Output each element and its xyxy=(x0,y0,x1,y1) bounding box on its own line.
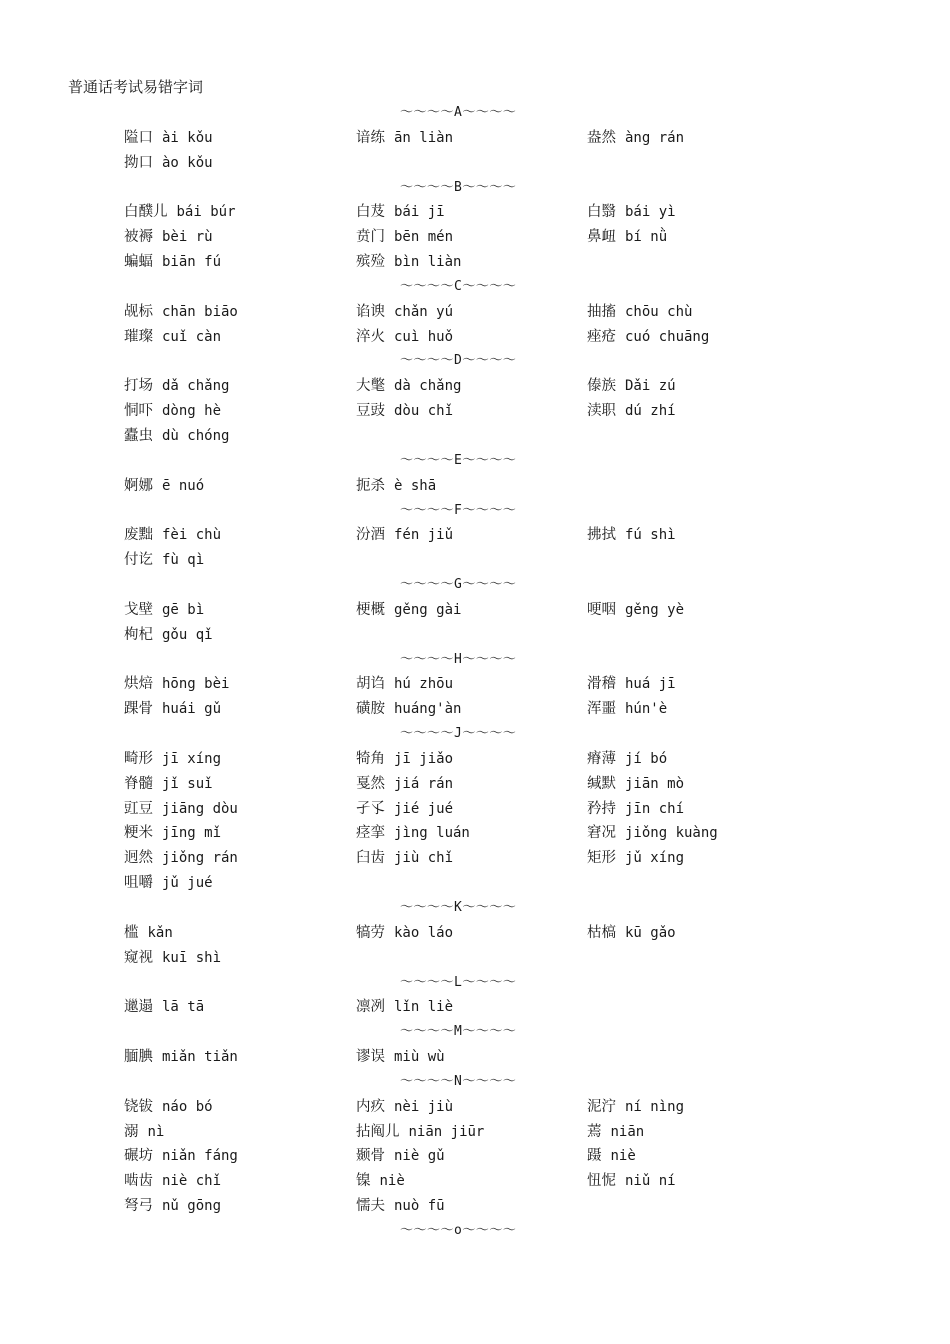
word-entry xyxy=(124,225,213,249)
word-entry xyxy=(356,474,436,498)
word-characters: 璀璨 xyxy=(124,328,153,345)
word-entry xyxy=(356,399,453,423)
section-header-row xyxy=(0,648,950,673)
word-pinyin: huáng'àn xyxy=(394,701,462,718)
word-entry xyxy=(124,325,221,349)
word-entry xyxy=(356,1194,445,1218)
word-characters: 铙钹 xyxy=(124,1098,153,1115)
word-entry xyxy=(587,672,676,696)
word-entry xyxy=(124,995,204,1019)
word-row xyxy=(0,1095,950,1120)
word-characters: 痤疮 xyxy=(587,328,616,345)
word-entry xyxy=(587,225,667,249)
word-pinyin: àng rán xyxy=(625,129,685,146)
word-pinyin: jiù chǐ xyxy=(394,850,454,867)
word-entry xyxy=(124,1144,238,1168)
word-pinyin: hú zhōu xyxy=(394,676,454,693)
word-characters: 粳米 xyxy=(124,825,153,842)
word-pinyin: bái jī xyxy=(394,204,445,221)
word-entry xyxy=(587,697,667,721)
word-entry xyxy=(356,697,461,721)
word-characters: 豆豉 xyxy=(356,403,385,420)
word-pinyin: cuó chuāng xyxy=(625,328,710,345)
word-entry xyxy=(356,797,453,821)
word-pinyin: fèi chù xyxy=(162,527,222,544)
word-entry xyxy=(124,1120,164,1144)
word-entry xyxy=(124,374,229,398)
word-row xyxy=(0,697,950,722)
word-characters: 矜持 xyxy=(587,800,616,817)
word-entry xyxy=(124,921,173,945)
word-characters: 邋遢 xyxy=(124,999,153,1016)
section-letter-heading: ～～～～L～～～～ xyxy=(400,974,517,990)
word-pinyin: niān jiūr xyxy=(408,1123,485,1140)
word-characters: 碾坊 xyxy=(124,1148,153,1165)
word-entry xyxy=(587,325,709,349)
word-entry xyxy=(124,946,221,970)
word-pinyin: dǎ chǎng xyxy=(162,378,230,395)
word-characters: 白芨 xyxy=(356,204,385,221)
word-characters: 蹑 xyxy=(587,1148,602,1165)
word-row xyxy=(0,1144,950,1169)
word-pinyin: dù chóng xyxy=(162,427,230,444)
word-characters: 腼腆 xyxy=(124,1049,153,1066)
word-pinyin: bái yì xyxy=(625,204,676,221)
word-pinyin: jiǒng kuàng xyxy=(625,825,718,842)
word-entry xyxy=(124,200,236,224)
section-header-row xyxy=(0,349,950,374)
word-pinyin: gǒu qǐ xyxy=(162,626,213,643)
word-characters: 婀娜 xyxy=(124,477,153,494)
section-letter-heading: ～～～～C～～～～ xyxy=(400,278,517,294)
word-pinyin: jiān mò xyxy=(625,775,685,792)
word-pinyin: huái gǔ xyxy=(162,701,222,718)
word-entry xyxy=(124,300,238,324)
word-row xyxy=(0,598,950,623)
word-characters: 溺 xyxy=(124,1123,139,1140)
word-entry xyxy=(356,1120,484,1144)
word-characters: 废黜 xyxy=(124,527,153,544)
section-letter-heading: ～～～～G～～～～ xyxy=(400,577,517,593)
page-title: 普通话考试易错字词 xyxy=(68,78,204,96)
word-characters: 扼杀 xyxy=(356,477,385,494)
word-characters: 弩弓 xyxy=(124,1198,153,1215)
word-pinyin: bí nǜ xyxy=(625,229,668,246)
word-characters: 谙练 xyxy=(356,129,385,146)
word-characters: 汾酒 xyxy=(356,527,385,544)
word-row xyxy=(0,225,950,250)
word-pinyin: chōu chù xyxy=(625,303,693,320)
word-pinyin: jīng mǐ xyxy=(162,825,222,842)
word-pinyin: fú shì xyxy=(625,527,676,544)
word-entry xyxy=(124,821,221,845)
word-characters: 白翳 xyxy=(587,204,616,221)
word-pinyin: bēn mén xyxy=(394,229,454,246)
word-characters: 泥泞 xyxy=(587,1098,616,1115)
word-pinyin: hōng bèi xyxy=(162,676,230,693)
word-pinyin: jǔ jué xyxy=(162,875,213,892)
word-entry xyxy=(587,523,676,547)
word-characters: 凛冽 xyxy=(356,999,385,1016)
section-header-row xyxy=(0,573,950,598)
word-characters: 枸杞 xyxy=(124,626,153,643)
word-entry xyxy=(356,225,453,249)
word-characters: 谬误 xyxy=(356,1049,385,1066)
word-characters: 付讫 xyxy=(124,552,153,569)
section-letter-heading: ～～～～K～～～～ xyxy=(400,900,517,915)
word-pinyin: nì xyxy=(147,1123,165,1140)
word-entry xyxy=(587,126,684,150)
word-characters: 咀嚼 xyxy=(124,875,153,892)
word-characters: 哽咽 xyxy=(587,601,616,618)
word-entry xyxy=(124,672,229,696)
word-row xyxy=(0,424,950,449)
word-pinyin: gěng yè xyxy=(625,601,685,618)
word-characters: 贲门 xyxy=(356,229,385,246)
section-letter-heading: ～～～～J～～～～ xyxy=(400,726,517,742)
word-pinyin: jí bó xyxy=(625,750,668,767)
word-entry xyxy=(124,747,221,771)
word-entry xyxy=(587,797,684,821)
word-entry xyxy=(124,474,204,498)
word-row xyxy=(0,300,950,325)
section-header-row xyxy=(0,896,950,921)
word-characters: 淬火 xyxy=(356,328,385,345)
word-pinyin: niè xyxy=(379,1173,405,1190)
section-header-row xyxy=(0,176,950,201)
word-pinyin: jìng luán xyxy=(394,825,470,842)
word-entry xyxy=(587,772,684,796)
word-characters: 盎然 xyxy=(587,129,616,146)
word-pinyin: è shā xyxy=(394,477,437,494)
word-pinyin: hún'è xyxy=(625,701,668,718)
word-entry xyxy=(356,995,453,1019)
word-entry xyxy=(124,424,229,448)
word-pinyin: fù qì xyxy=(162,552,205,569)
word-entry xyxy=(587,300,692,324)
word-pinyin: kū gǎo xyxy=(625,924,676,941)
word-pinyin: jiāng dòu xyxy=(162,800,238,817)
word-row xyxy=(0,151,950,176)
section-header-row xyxy=(0,971,950,996)
word-entry xyxy=(124,598,204,622)
word-entry xyxy=(356,821,470,845)
word-row xyxy=(0,946,950,971)
word-entry xyxy=(356,1169,405,1193)
word-pinyin: jiá rán xyxy=(394,775,454,792)
word-characters: 踝骨 xyxy=(124,701,153,718)
word-entry xyxy=(356,523,453,547)
word-entry xyxy=(124,1169,221,1193)
word-row xyxy=(0,200,950,225)
section-header-row xyxy=(0,101,950,126)
word-row xyxy=(0,325,950,350)
word-entry xyxy=(587,1169,676,1193)
word-pinyin: ài kǒu xyxy=(162,129,213,146)
word-row xyxy=(0,1120,950,1145)
word-characters: 恫吓 xyxy=(124,403,153,420)
word-entry xyxy=(356,325,453,349)
word-row xyxy=(0,1169,950,1194)
word-characters: 镍 xyxy=(356,1173,371,1190)
word-pinyin: kǎn xyxy=(147,924,173,941)
word-row xyxy=(0,399,950,424)
word-characters: 内疚 xyxy=(356,1098,385,1115)
word-entry xyxy=(356,921,453,945)
word-pinyin: Dǎi zú xyxy=(625,378,676,395)
word-pinyin: lǐn liè xyxy=(394,999,454,1016)
word-entry xyxy=(587,747,667,771)
section-letter-heading: ～～～～N～～～～ xyxy=(400,1073,517,1089)
word-characters: 孑孓 xyxy=(356,800,385,817)
word-entry xyxy=(356,250,461,274)
word-characters: 迥然 xyxy=(124,850,153,867)
word-pinyin: nèi jiù xyxy=(394,1098,454,1115)
word-entry xyxy=(587,1095,684,1119)
word-characters: 胡诌 xyxy=(356,676,385,693)
word-pinyin: bìn liàn xyxy=(394,254,462,271)
word-pinyin: bái búr xyxy=(176,204,236,221)
word-characters: 白醭儿 xyxy=(124,204,168,221)
word-characters: 犄角 xyxy=(356,750,385,767)
word-row xyxy=(0,846,950,871)
word-row xyxy=(0,548,950,573)
word-pinyin: dòu chǐ xyxy=(394,403,454,420)
word-characters: 隘口 xyxy=(124,129,153,146)
word-row xyxy=(0,747,950,772)
word-entry xyxy=(124,523,221,547)
word-entry xyxy=(356,598,461,622)
word-pinyin: nǔ gōng xyxy=(162,1198,222,1215)
word-pinyin: gē bì xyxy=(162,601,205,618)
word-characters: 枯槁 xyxy=(587,924,616,941)
word-pinyin: niān xyxy=(610,1123,645,1140)
word-characters: 傣族 xyxy=(587,378,616,395)
word-characters: 打场 xyxy=(124,378,153,395)
word-entry xyxy=(587,598,684,622)
word-row xyxy=(0,523,950,548)
word-characters: 犒劳 xyxy=(356,924,385,941)
word-pinyin: dòng hè xyxy=(162,403,222,420)
word-entry xyxy=(587,846,684,870)
word-row xyxy=(0,672,950,697)
word-entry xyxy=(356,1045,445,1069)
word-characters: 磺胺 xyxy=(356,701,385,718)
word-characters: 梗概 xyxy=(356,601,385,618)
word-characters: 鼻衄 xyxy=(587,229,616,246)
word-pinyin: kuī shì xyxy=(162,949,222,966)
word-row xyxy=(0,623,950,648)
word-pinyin: niè chǐ xyxy=(162,1173,222,1190)
word-characters: 拗口 xyxy=(124,154,153,171)
word-entry xyxy=(587,921,676,945)
word-characters: 臼齿 xyxy=(356,850,385,867)
word-characters: 瘠薄 xyxy=(587,750,616,767)
word-characters: 懦夫 xyxy=(356,1198,385,1215)
word-pinyin: cuǐ càn xyxy=(162,328,222,345)
section-header-row xyxy=(0,449,950,474)
word-entry xyxy=(356,1095,453,1119)
word-characters: 畸形 xyxy=(124,750,153,767)
word-characters: 窘况 xyxy=(587,825,616,842)
word-pinyin: niǔ ní xyxy=(625,1173,676,1190)
word-entry xyxy=(587,1144,636,1168)
word-entry xyxy=(587,200,676,224)
word-entry xyxy=(124,797,238,821)
word-entry xyxy=(124,623,213,647)
word-entry xyxy=(124,548,204,572)
section-letter-heading: ～～～～E～～～～ xyxy=(400,452,517,468)
word-row xyxy=(0,921,950,946)
word-pinyin: ē nuó xyxy=(162,477,205,494)
section-letter-heading: ～～～～F～～～～ xyxy=(400,502,517,518)
word-row xyxy=(0,995,950,1020)
word-pinyin: lā tā xyxy=(162,999,205,1016)
word-characters: 殡殓 xyxy=(356,254,385,271)
word-characters: 蠹虫 xyxy=(124,427,153,444)
word-entry xyxy=(356,374,461,398)
word-characters: 被褥 xyxy=(124,229,153,246)
section-header-row xyxy=(0,499,950,524)
section-header-row xyxy=(0,1219,950,1244)
word-pinyin: nuò fū xyxy=(394,1198,445,1215)
word-entry xyxy=(124,151,213,175)
word-characters: 拈阄儿 xyxy=(356,1123,400,1140)
word-pinyin: niè gǔ xyxy=(394,1148,445,1165)
word-pinyin: chān biāo xyxy=(162,303,238,320)
word-characters: 缄默 xyxy=(587,775,616,792)
word-entry xyxy=(124,772,213,796)
word-pinyin: jǐ suǐ xyxy=(162,775,213,792)
word-list xyxy=(0,101,950,1244)
word-row xyxy=(0,250,950,275)
word-entry xyxy=(124,250,221,274)
word-pinyin: gěng gài xyxy=(394,601,462,618)
word-entry xyxy=(587,399,676,423)
section-letter-heading: ～～～～D～～～～ xyxy=(400,353,517,369)
word-characters: 痉挛 xyxy=(356,825,385,842)
word-characters: 脊髓 xyxy=(124,775,153,792)
section-letter-heading: ～～～～H～～～～ xyxy=(400,651,517,667)
word-pinyin: fén jiǔ xyxy=(394,527,454,544)
word-pinyin: niǎn fáng xyxy=(162,1148,238,1165)
word-pinyin: jǔ xíng xyxy=(625,850,685,867)
word-entry xyxy=(587,374,676,398)
word-row xyxy=(0,474,950,499)
section-header-row xyxy=(0,722,950,747)
word-characters: 滑稽 xyxy=(587,676,616,693)
word-entry xyxy=(124,126,213,150)
word-characters: 抽搐 xyxy=(587,303,616,320)
word-characters: 浑噩 xyxy=(587,701,616,718)
word-entry xyxy=(124,1095,213,1119)
word-characters: 戈壁 xyxy=(124,601,153,618)
word-characters: 豇豆 xyxy=(124,800,153,817)
word-entry xyxy=(124,1045,238,1069)
word-characters: 窥视 xyxy=(124,949,153,966)
word-pinyin: dú zhí xyxy=(625,403,676,420)
word-pinyin: ào kǒu xyxy=(162,154,213,171)
word-characters: 大氅 xyxy=(356,378,385,395)
word-characters: 啮齿 xyxy=(124,1173,153,1190)
word-row xyxy=(0,1045,950,1070)
section-letter-heading: ～～～～M～～～～ xyxy=(400,1024,517,1040)
word-entry xyxy=(124,1194,221,1218)
word-pinyin: náo bó xyxy=(162,1098,213,1115)
word-row xyxy=(0,797,950,822)
word-pinyin: miǎn tiǎn xyxy=(162,1049,238,1066)
section-header-row xyxy=(0,275,950,300)
word-entry xyxy=(124,399,221,423)
word-characters: 槛 xyxy=(124,924,139,941)
word-row xyxy=(0,374,950,399)
word-characters: 觇标 xyxy=(124,303,153,320)
word-pinyin: dà chǎng xyxy=(394,378,462,395)
word-entry xyxy=(356,126,453,150)
word-pinyin: chǎn yú xyxy=(394,303,454,320)
word-characters: 谄谀 xyxy=(356,303,385,320)
word-row xyxy=(0,821,950,846)
word-pinyin: jī jiǎo xyxy=(394,750,454,767)
word-entry xyxy=(356,672,453,696)
word-entry xyxy=(356,846,453,870)
word-pinyin: bèi rù xyxy=(162,229,213,246)
word-pinyin: biān fú xyxy=(162,254,222,271)
word-pinyin: jīn chí xyxy=(625,800,685,817)
word-characters: 蔫 xyxy=(587,1123,602,1140)
word-row xyxy=(0,126,950,151)
word-entry xyxy=(356,1144,445,1168)
word-row xyxy=(0,772,950,797)
section-header-row xyxy=(0,1070,950,1095)
section-letter-heading: ～～～～o～～～～ xyxy=(400,1222,517,1238)
word-pinyin: cuì huǒ xyxy=(394,328,454,345)
word-entry xyxy=(124,846,238,870)
word-characters: 拂拭 xyxy=(587,527,616,544)
word-characters: 渎职 xyxy=(587,403,616,420)
word-entry xyxy=(124,871,213,895)
word-pinyin: niè xyxy=(610,1148,636,1165)
word-pinyin: jī xíng xyxy=(162,750,222,767)
word-entry xyxy=(587,1120,644,1144)
section-letter-heading: ～～～～B～～～～ xyxy=(400,179,517,195)
word-entry xyxy=(356,747,453,771)
word-pinyin: kào láo xyxy=(394,924,454,941)
section-letter-heading: ～～～～A～～～～ xyxy=(400,105,517,120)
word-entry xyxy=(356,200,445,224)
word-entry xyxy=(124,697,221,721)
word-pinyin: jiǒng rán xyxy=(162,850,238,867)
word-pinyin: jié jué xyxy=(394,800,454,817)
word-characters: 烘焙 xyxy=(124,676,153,693)
word-entry xyxy=(356,300,453,324)
word-pinyin: ān liàn xyxy=(394,129,454,146)
word-entry xyxy=(356,772,453,796)
word-pinyin: huá jī xyxy=(625,676,676,693)
word-characters: 颞骨 xyxy=(356,1148,385,1165)
word-row xyxy=(0,1194,950,1219)
word-characters: 戛然 xyxy=(356,775,385,792)
word-characters: 忸怩 xyxy=(587,1173,616,1190)
word-entry xyxy=(587,821,718,845)
word-pinyin: miù wù xyxy=(394,1049,445,1066)
word-pinyin: ní nìng xyxy=(625,1098,685,1115)
section-header-row xyxy=(0,1020,950,1045)
word-characters: 蝙蝠 xyxy=(124,254,153,271)
word-row xyxy=(0,871,950,896)
word-characters: 矩形 xyxy=(587,850,616,867)
